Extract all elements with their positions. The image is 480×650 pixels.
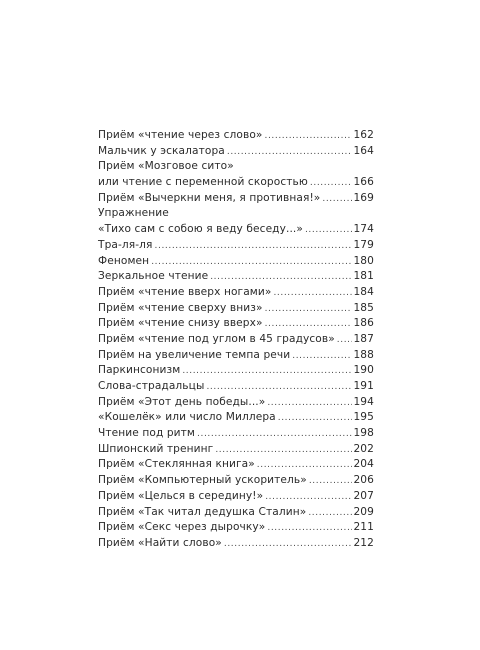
toc-entry-page-number: 191 bbox=[353, 380, 374, 392]
toc-entry-title: Приём на увеличение темпа речи bbox=[98, 348, 291, 361]
toc-entry bbox=[98, 426, 374, 442]
toc-entry bbox=[98, 269, 374, 285]
dot-leader bbox=[206, 380, 352, 396]
toc-entry-page-number: 204 bbox=[353, 458, 374, 471]
dot-leader bbox=[197, 427, 352, 443]
toc-entry bbox=[98, 489, 374, 505]
toc-entry-page-number: 179 bbox=[353, 238, 374, 251]
toc-entry-page-number: 166 bbox=[353, 176, 374, 189]
toc-entry bbox=[98, 159, 374, 175]
toc-entry-title: Приём «Найти слово» bbox=[98, 536, 222, 549]
toc-entry-title: Тра-ля-ля bbox=[98, 238, 153, 251]
toc-entry-title: или чтение с переменной скоростью bbox=[98, 176, 308, 189]
toc-entry bbox=[98, 285, 374, 301]
toc-entry-title: Упражнение bbox=[98, 207, 169, 220]
dot-leader bbox=[309, 474, 353, 490]
toc-entry-title: Приём «Этот день победы...» bbox=[98, 395, 266, 408]
toc-entry bbox=[98, 222, 374, 238]
toc-entry-page-number: 188 bbox=[353, 348, 374, 361]
toc-entry-page-number: 181 bbox=[353, 270, 374, 283]
toc-entry-page-number: 190 bbox=[353, 364, 374, 377]
table-of-contents bbox=[98, 128, 374, 552]
toc-entry bbox=[98, 332, 374, 348]
toc-entry-title: Приём «чтение сверху вниз» bbox=[98, 301, 263, 314]
toc-entry-page-number: 194 bbox=[353, 395, 374, 408]
dot-leader bbox=[292, 349, 352, 365]
toc-entry bbox=[98, 505, 374, 521]
dot-leader bbox=[273, 286, 352, 302]
toc-entry-page-number: 184 bbox=[353, 285, 374, 298]
toc-entry-title: Приём «Целься в середину!» bbox=[98, 489, 264, 502]
toc-entry-page-number: 169 bbox=[353, 191, 374, 204]
toc-entry-page-number: 174 bbox=[353, 223, 374, 236]
toc-entry bbox=[98, 206, 374, 222]
toc-entry-title: Слова-страдальцы bbox=[98, 380, 205, 392]
toc-entry-title: Приём «чтение вверх ногами» bbox=[98, 285, 272, 298]
toc-entry-title: Приём «чтение снизу вверх» bbox=[98, 317, 263, 330]
toc-entry-title: «Тихо сам с собою я веду беседу...» bbox=[98, 223, 303, 236]
toc-entry bbox=[98, 301, 374, 317]
toc-entry-page-number: 202 bbox=[353, 442, 374, 455]
dot-leader bbox=[310, 176, 353, 192]
dot-leader bbox=[267, 521, 352, 537]
toc-entry-title: Шпионский тренинг bbox=[98, 442, 214, 455]
toc-entry-page-number: 162 bbox=[353, 129, 374, 141]
dot-leader bbox=[227, 145, 353, 161]
dot-leader bbox=[182, 364, 352, 380]
toc-entry bbox=[98, 520, 374, 536]
dot-leader bbox=[224, 537, 353, 553]
toc-entry-page-number: 207 bbox=[353, 489, 374, 502]
toc-entry-title: Приём «Мозговое сито» bbox=[98, 160, 234, 173]
toc-entry bbox=[98, 457, 374, 473]
toc-entry-title: Мальчик у эскалатора bbox=[98, 144, 225, 157]
toc-entry-page-number: 187 bbox=[353, 332, 374, 345]
dot-leader bbox=[267, 396, 352, 412]
toc-entry-title: Приём «Стеклянная книга» bbox=[98, 458, 255, 471]
toc-entry bbox=[98, 442, 374, 458]
toc-entry bbox=[98, 348, 374, 364]
dot-leader bbox=[155, 239, 353, 255]
toc-entry-title: Феномен bbox=[98, 254, 150, 267]
toc-entry-title: Зеркальное чтение bbox=[98, 270, 209, 283]
toc-entry-page-number: 164 bbox=[353, 144, 374, 157]
toc-entry bbox=[98, 379, 374, 395]
toc-entry-page-number: 209 bbox=[353, 505, 374, 518]
toc-entry-page-number: 198 bbox=[353, 427, 374, 440]
toc-entry bbox=[98, 363, 374, 379]
toc-entry bbox=[98, 473, 374, 489]
toc-entry-title: Паркинсонизм bbox=[98, 364, 181, 377]
toc-entry-title: Приём «Так читал дедушка Сталин» bbox=[98, 505, 307, 518]
toc-entry-page-number: 211 bbox=[353, 521, 374, 534]
dot-leader bbox=[265, 490, 352, 506]
toc-entry bbox=[98, 410, 374, 426]
toc-entry bbox=[98, 175, 374, 191]
dot-leader bbox=[265, 302, 353, 318]
toc-entry-title: Приём «чтение через слово» bbox=[98, 129, 263, 141]
toc-entry-title: Приём «Вычеркни меня, я противная!» bbox=[98, 191, 321, 204]
toc-entry bbox=[98, 191, 374, 207]
dot-leader bbox=[215, 443, 352, 459]
toc-entry-page-number: 212 bbox=[353, 536, 374, 549]
dot-leader bbox=[265, 317, 353, 333]
toc-entry-title: Чтение под ритм bbox=[98, 427, 196, 440]
toc-entry-page-number: 185 bbox=[353, 301, 374, 314]
dot-leader bbox=[210, 270, 352, 286]
dot-leader bbox=[151, 255, 352, 271]
toc-entry-page-number: 186 bbox=[353, 317, 374, 330]
toc-entry-page-number: 206 bbox=[353, 474, 374, 487]
toc-entry-title: Приём «Компьютерный ускоритель» bbox=[98, 474, 307, 487]
dot-leader bbox=[322, 192, 352, 208]
toc-entry bbox=[98, 254, 374, 270]
dot-leader bbox=[305, 223, 353, 239]
toc-entry-page-number: 195 bbox=[353, 411, 374, 424]
toc-entry bbox=[98, 395, 374, 411]
toc-entry bbox=[98, 144, 374, 160]
dot-leader bbox=[308, 506, 352, 522]
dot-leader bbox=[278, 411, 353, 427]
dot-leader bbox=[337, 333, 353, 349]
dot-leader bbox=[257, 458, 353, 474]
toc-entry-title: Приём «чтение под углом в 45 градусов» bbox=[98, 332, 335, 345]
toc-entry-title: «Кошелёк» или число Миллера bbox=[98, 411, 276, 424]
toc-entry bbox=[98, 536, 374, 552]
toc-entry-page-number: 180 bbox=[353, 254, 374, 267]
toc-entry bbox=[98, 128, 374, 144]
toc-entry bbox=[98, 238, 374, 254]
toc-entry bbox=[98, 316, 374, 332]
dot-leader bbox=[264, 129, 352, 145]
toc-entry-title: Приём «Секс через дырочку» bbox=[98, 521, 266, 534]
